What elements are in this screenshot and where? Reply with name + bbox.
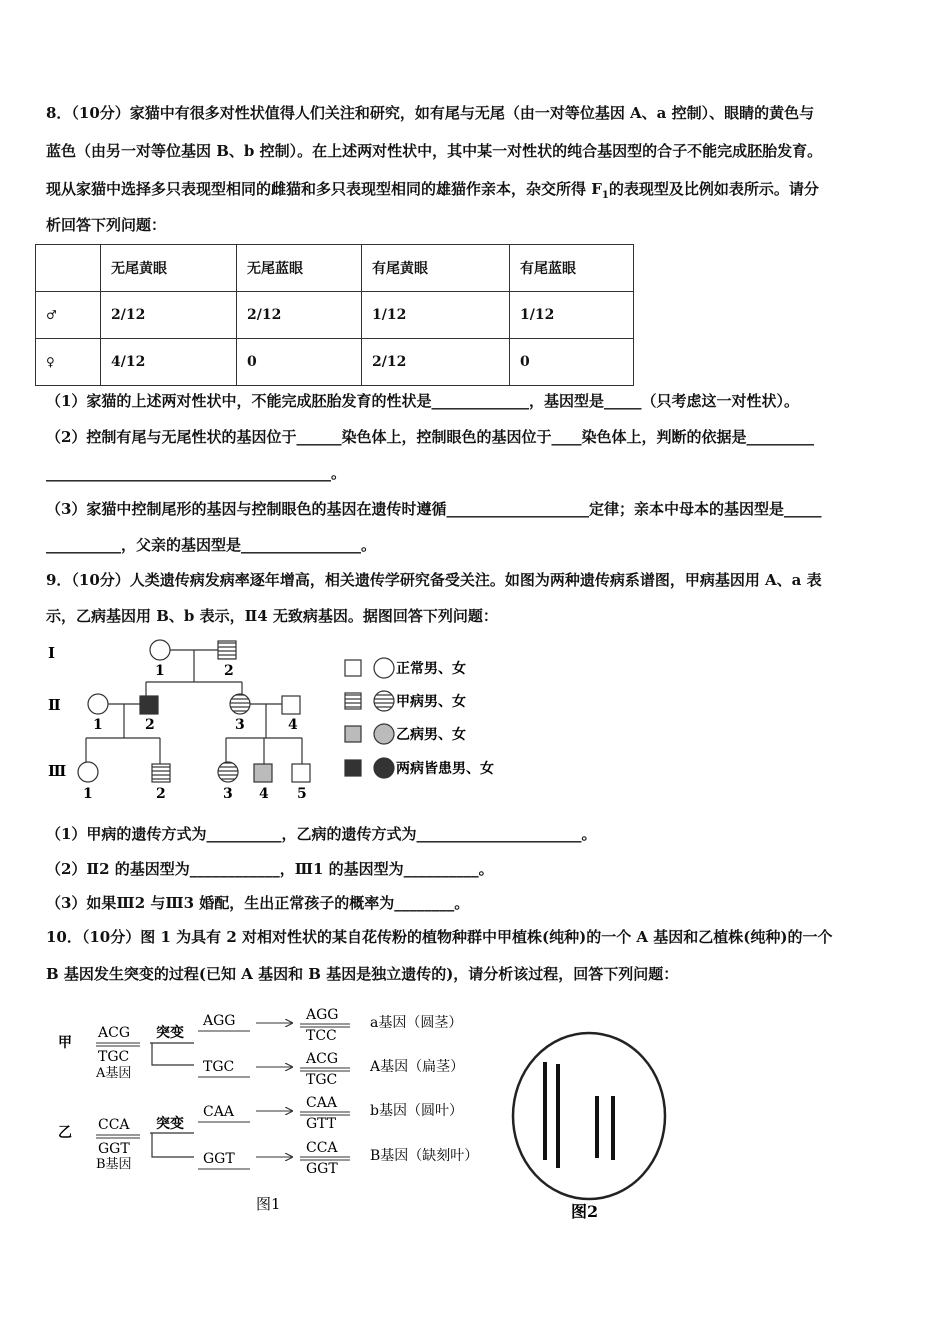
pedigree-number: 5 [297,786,307,802]
result-4-label: B基因（缺刻叶） [370,1148,479,1164]
result-4-bottom: GGT [306,1161,338,1177]
pedigree-I1-normal-female [150,640,170,660]
q10-line2: B 基因发生突变的过程(已知 A 基因和 B 基因是独立遗传的)，请分析该过程，回答下列问题： [46,965,679,983]
mutant-strand-4: GGT [203,1151,235,1167]
table-cell: 0 [510,339,634,386]
pedigree-number: 2 [224,663,234,679]
q8-part1: （1）家猫的上述两对性状中，不能完成胚胎发育的性状是_____________，基因型是_____（只考虑这一对性状）。 [46,392,799,410]
pedigree-number: 4 [259,786,269,802]
q8-line1: 8．（10分）家猫中有很多对性状值得人们关注和研究，如有尾与无尾（由一对等位基因 A、a 控制）、眼睛的黄色与 [46,104,815,122]
q9-part3: （3）如果Ⅲ2 与Ⅲ3 婚配，生出正常孩子的概率为________。 [46,894,470,912]
q9-part2: （2）Ⅱ2 的基因型为____________，Ⅲ1 的基因型为__________。 [46,860,494,878]
table-header-cell: 有尾黄眼 [362,245,510,292]
figure-1-gene-mutation [0,995,500,1225]
q8-part2b: ______________________________________。 [46,464,347,482]
b-gene-bottom-strand: GGT [98,1141,130,1157]
b-gene-top-strand: CCA [98,1117,130,1133]
generation-label-III: Ⅲ [48,762,67,780]
table-header-cell: 无尾黄眼 [101,245,237,292]
pedigree-number: 1 [93,717,103,733]
b-gene-label: B基因 [96,1157,132,1172]
q9-line2: 示，乙病基因用 B、b 表示，Ⅱ4 无致病基因。据图回答下列问题： [46,607,498,625]
label-jia: 甲 [58,1035,72,1051]
a-gene-top-strand: ACG [98,1025,131,1041]
table-cell: 1/12 [362,292,510,339]
mutation-label-a: 突变 [156,1025,184,1041]
mutant-strand-2: TGC [203,1059,235,1075]
legend-both-diseases: 两病皆患男、女 [396,761,494,777]
a-gene-label: A基因 [96,1066,132,1081]
pedigree-III4-disease-b-male [254,764,272,782]
q8-part2a: （2）控制有尾与无尾性状的基因位于______染色体上，控制眼色的基因位于____染色体上，判断的依据是_________ [46,428,814,446]
pedigree-chart [0,630,560,810]
pedigree-number: 4 [288,717,298,733]
pedigree-III3-disease-a-female [218,762,238,782]
q8-part3b: __________，父亲的基因型是________________。 [46,536,377,554]
result-2-top: ACG [306,1051,339,1067]
q8-line2: 蓝色（由另一对等位基因 B、b 控制）。在上述两对性状中，其中某一对性状的纯合基因型的合子不能完成胚胎发育。 [46,142,823,160]
table-cell: 4/12 [101,339,237,386]
pedigree-number: 1 [155,663,165,679]
table-cell: 0 [237,339,362,386]
table-row [36,292,634,339]
pedigree-II4-normal-male [282,696,300,714]
table-cell: 2/12 [101,292,237,339]
pedigree-number: 2 [156,786,166,802]
generation-label-II: Ⅱ [48,696,61,714]
pedigree-I2-disease-a-male [218,641,236,659]
result-3-label: b基因（圆叶） [370,1103,463,1119]
table-cell: 2/12 [237,292,362,339]
label-yi: 乙 [58,1125,72,1141]
pedigree-II3-disease-a-female [230,694,250,714]
table-cell: ♀ [36,339,101,386]
q9-part1: （1）甲病的遗传方式为__________，乙病的遗传方式为______________________。 [46,825,597,843]
pedigree-III2-disease-a-male [152,764,170,782]
result-2-label: A基因（扁茎） [370,1059,465,1075]
result-1-label: a基因（圆茎） [370,1015,463,1031]
mutant-strand-3: CAA [203,1104,234,1120]
a-gene-bottom-strand: TGC [98,1049,130,1065]
pedigree-III1-normal-female [78,762,98,782]
legend-disease-b: 乙病男、女 [396,727,466,743]
mutation-label-b: 突变 [156,1116,184,1132]
table-header-row [36,245,634,292]
pedigree-number: 2 [145,717,155,733]
q9-line1: 9．（10分）人类遗传病发病率逐年增高，相关遗传学研究备受关注。如图为两种遗传病系谱图，甲病基因用 A、a 表 [46,571,822,589]
table-header-cell [36,245,101,292]
q8-line3: 现从家猫中选择多只表现型相同的雌猫和多只表现型相同的雄猫作亲本，杂交所得 $F_1$的表现型及比例如表所示。请分 [46,180,819,201]
result-3-bottom: GTT [306,1116,337,1132]
q10-line1: 10．（10分）图 1 为具有 2 对相对性状的某自花传粉的植物种群中甲植株(纯种)的一个 A 基因和乙植株(纯种)的一个 [46,928,833,946]
result-2-bottom: TGC [306,1072,338,1088]
table-header-cell: 有尾蓝眼 [510,245,634,292]
mutant-strand-1: AGG [203,1013,236,1029]
figure-2-caption: 图2 [571,1202,599,1221]
q8-part3a: （3）家猫中控制尾形的基因与控制眼色的基因在遗传时遵循___________________定律；亲本中母本的基因型是_____ [46,500,822,518]
pedigree-number: 3 [223,786,233,802]
result-3-top: CAA [306,1095,337,1111]
table-cell: 1/12 [510,292,634,339]
table-header-cell: 无尾蓝眼 [237,245,362,292]
figure-1-caption: 图1 [256,1195,281,1213]
figure-2-chromosomes [505,1020,680,1230]
legend-normal: 正常男、女 [396,661,466,677]
legend-disease-a: 甲病男、女 [396,694,466,710]
pedigree-II2-both-diseases-male [140,696,158,714]
result-4-top: CCA [306,1140,338,1156]
pedigree-II1-normal-female [88,694,108,714]
result-1-bottom: TCC [306,1028,337,1044]
pedigree-III5-normal-male [292,764,310,782]
table-cell: 2/12 [362,339,510,386]
pedigree-number: 1 [83,786,93,802]
generation-label-I: Ⅰ [48,644,56,662]
pedigree-number: 3 [235,717,245,733]
table-row [36,339,634,386]
phenotype-table [35,244,634,386]
result-1-top: AGG [306,1007,339,1023]
q8-line4: 析回答下列问题： [46,216,167,234]
table-cell: ♂ [36,292,101,339]
